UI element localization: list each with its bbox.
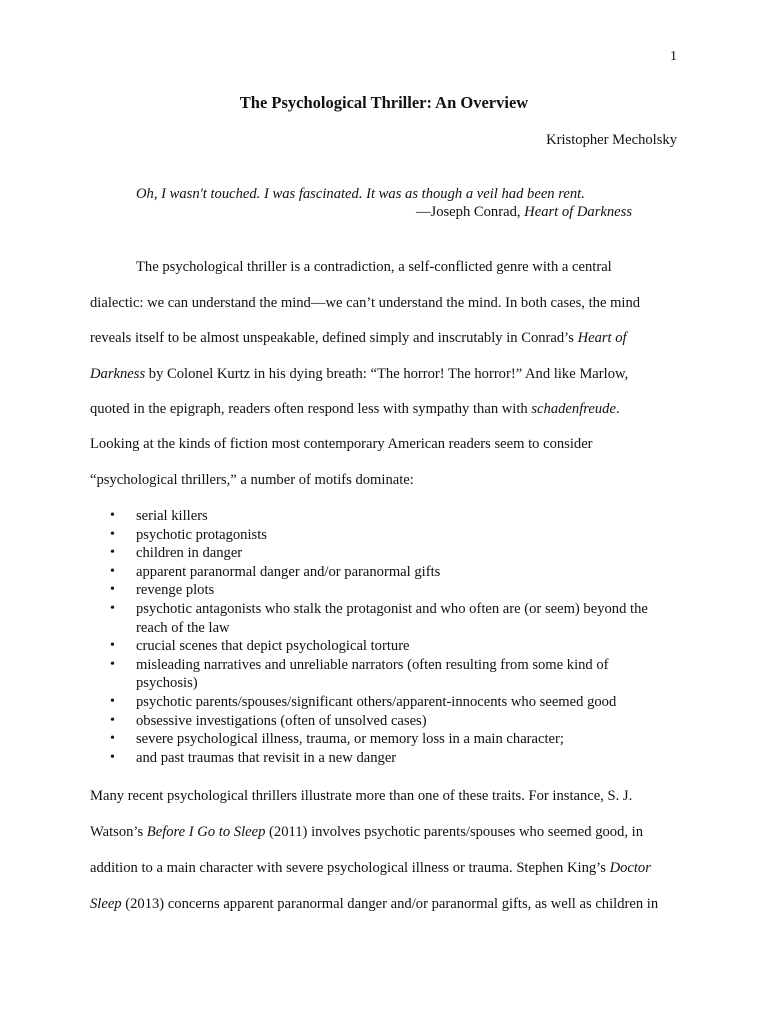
epigraph-attribution-work: Heart of Darkness xyxy=(524,204,632,220)
motif-item-text: psychosis) xyxy=(136,675,198,692)
motif-item-text: revenge plots xyxy=(136,582,215,599)
paragraph-1-line-5-italic: schadenfreude xyxy=(531,401,616,417)
paragraph-2-line-1: Many recent psychological thrillers illustrate more than one of these traits. For instance, S. J. xyxy=(90,788,633,804)
motif-list xyxy=(90,507,680,767)
paragraph-2-line-4-text: (2013) concerns apparent paranormal danger and/or paranormal gifts, as well as children in xyxy=(121,896,659,912)
epigraph-quote: Oh, I wasn't touched. I was fascinated. It was as though a veil had been rent. xyxy=(136,186,585,202)
paragraph-2-line-2-text: Watson’s xyxy=(90,824,147,840)
paragraph-1-line-3-italic: Heart of xyxy=(577,330,627,346)
motif-item-text: psychotic protagonists xyxy=(136,526,267,543)
motif-item-text: reach of the law xyxy=(136,619,230,636)
document-title: The Psychological Thriller: An Overview xyxy=(239,93,529,112)
motif-item-text: obsessive investigations (often of unsolved cases) xyxy=(136,712,427,729)
paragraph-1-line-2: dialectic: we can understand the mind—we can’t understand the mind. In both cases, the mind xyxy=(90,295,641,311)
paragraph-2-line-4 xyxy=(90,895,680,913)
motif-list-item xyxy=(90,526,680,545)
page-number: 1 xyxy=(670,49,677,64)
paragraph-2-line-3-text: addition to a main character with severe psychological illness or trauma. Stephen King’s xyxy=(90,860,610,876)
paragraph-1-line-6: Looking at the kinds of fiction most contemporary American readers seem to consider xyxy=(90,436,593,452)
paragraph-1-line-3-text: reveals itself to be almost unspeakable, defined simply and inscrutably in Conrad’s xyxy=(90,330,578,346)
motif-list-item xyxy=(90,637,680,656)
paragraph-1-line-5-end: . xyxy=(615,401,620,417)
paragraph-2-line-2-italic: Before I Go to Sleep xyxy=(146,824,266,840)
paragraph-1-line-4 xyxy=(90,365,680,383)
bullet-icon: • xyxy=(110,545,115,561)
bullet-icon: • xyxy=(110,731,115,747)
epigraph-attribution-prefix: —Joseph Conrad, xyxy=(415,204,525,220)
motif-list-item xyxy=(90,656,680,693)
motif-list-item xyxy=(90,563,680,582)
motif-item-text: serial killers xyxy=(136,508,208,524)
paragraph-2-line-2-end: (2011) involves psychotic parents/spouses who seemed good, in xyxy=(265,824,644,840)
paragraph-1-line-4-text: by Colonel Kurtz in his dying breath: “The horror! The horror!” And like Marlow, xyxy=(145,366,629,382)
bullet-icon: • xyxy=(110,526,115,542)
motif-item-text: psychotic antagonists who stalk the protagonist and who often are (or seem) beyond the xyxy=(136,600,648,617)
motif-item-text: crucial scenes that depict psychological torture xyxy=(136,638,410,655)
paragraph-1-line-7: “psychological thrillers,” a number of motifs dominate: xyxy=(90,472,414,488)
motif-list-item xyxy=(90,581,680,600)
motif-list-item xyxy=(90,712,680,731)
motif-list-item xyxy=(90,600,680,637)
bullet-icon: • xyxy=(110,712,115,728)
paragraph-2-line-4-italic: Sleep xyxy=(90,896,122,912)
bullet-icon: • xyxy=(110,582,115,598)
paragraph-2-line-3-italic: Doctor xyxy=(609,860,651,876)
motif-item-text: psychotic parents/spouses/significant others/apparent-innocents who seemed good xyxy=(136,693,617,710)
paragraph-1-line-5-text: quoted in the epigraph, readers often respond less with sympathy than with xyxy=(90,401,532,417)
bullet-icon: • xyxy=(110,600,115,616)
bullet-icon: • xyxy=(110,656,115,672)
motif-item-text: severe psychological illness, trauma, or memory loss in a main character; xyxy=(136,731,564,748)
bullet-icon: • xyxy=(110,693,115,709)
motif-item-text: misleading narratives and unreliable narrators (often resulting from some kind of xyxy=(136,656,609,673)
motif-list-item xyxy=(90,693,680,712)
bullet-icon: • xyxy=(110,749,115,765)
paragraph-1-line-3 xyxy=(90,329,680,347)
epigraph-attribution xyxy=(136,203,632,221)
bullet-icon: • xyxy=(110,508,115,523)
motif-list-item xyxy=(90,730,680,749)
epigraph xyxy=(136,185,632,221)
motif-item-text: children in danger xyxy=(136,545,243,562)
bullet-icon: • xyxy=(110,563,115,579)
motif-list-item xyxy=(90,749,680,768)
paragraph-1-line-1: The psychological thriller is a contradiction, a self-conflicted genre with a central xyxy=(136,259,612,275)
motif-item-text: and past traumas that revisit in a new danger xyxy=(136,749,397,766)
paragraph-1-line-4-italic: Darkness xyxy=(90,366,146,382)
paragraph-2-line-2 xyxy=(90,823,680,841)
motif-list-item xyxy=(90,507,680,526)
author-name: Kristopher Mecholsky xyxy=(546,132,677,148)
paragraph-2-line-3 xyxy=(90,859,680,877)
motif-list-item xyxy=(90,544,680,563)
bullet-icon: • xyxy=(110,638,115,654)
paragraph-1-line-5 xyxy=(90,400,680,418)
motif-item-text: apparent paranormal danger and/or paranormal gifts xyxy=(136,563,441,580)
